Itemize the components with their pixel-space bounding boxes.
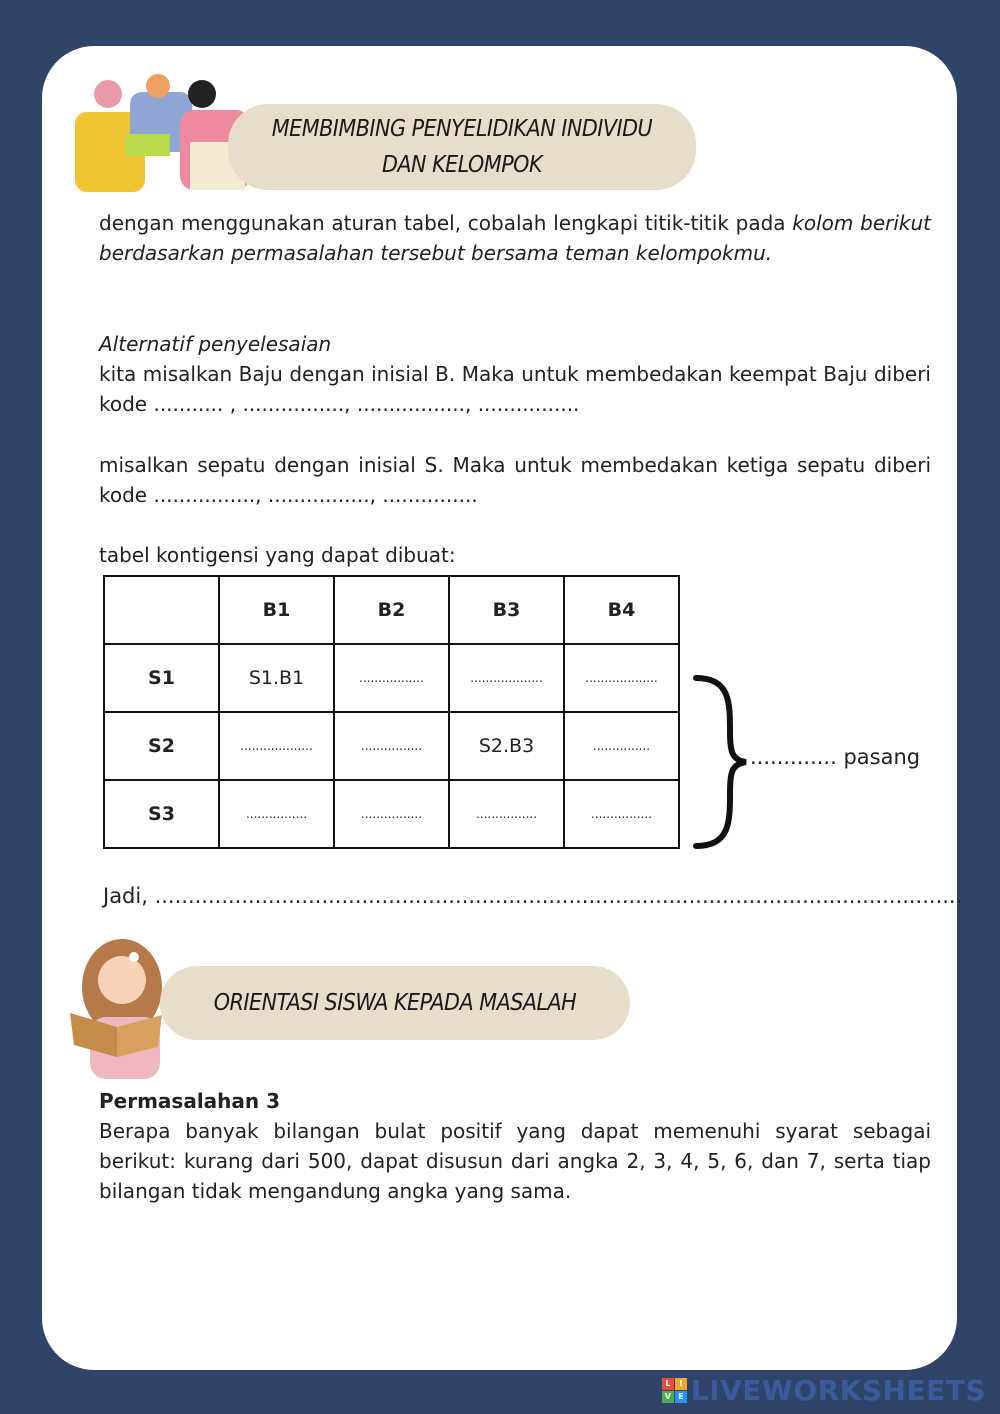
cell-s1-b3-blank[interactable]: ...................	[449, 644, 564, 712]
table-row-s1	[104, 644, 679, 712]
section-title-line1: MEMBIMBING PENYELIDIKAN INDIVIDU	[271, 116, 653, 142]
sepatu-paragraph: misalkan sepatu dengan inisial S. Maka untuk membedakan ketiga sepatu diberi kode ................, ................, ...............	[99, 453, 931, 507]
liveworksheets-logo	[662, 1374, 986, 1406]
table-row-s3	[104, 780, 679, 848]
table-label: tabel kontigensi yang dapat dibuat:	[99, 543, 456, 567]
intro-paragraph	[99, 208, 931, 268]
intro-text-italic: kolom berikut berdasarkan permasalahan tersebut bersama teman kelompokmu.	[99, 211, 932, 265]
alternative-title: Alternatif penyelesaian	[99, 332, 332, 356]
cell-s2-b3: S2.B3	[449, 712, 564, 780]
intro-text-normal: dengan menggunakan aturan tabel, cobalah lengkapi titik-titik pada	[99, 211, 786, 235]
header-cell-b2: B2	[334, 576, 449, 644]
table-row-s2	[104, 712, 679, 780]
curly-brace-icon	[690, 672, 750, 852]
cell-s2-b4-blank[interactable]: ...............	[564, 712, 679, 780]
cell-s1-b2-blank[interactable]: .................	[334, 644, 449, 712]
cell-s3-b4-blank[interactable]: ................	[564, 780, 679, 848]
cell-s2-b2-blank[interactable]: ................	[334, 712, 449, 780]
pasang-answer-blank[interactable]: ............. pasang	[750, 745, 921, 769]
conclusion-blank[interactable]: Jadi, .........................................................................................................................	[103, 884, 963, 908]
cell-s2-b1-blank[interactable]: ...................	[219, 712, 334, 780]
row-header-s1: S1	[104, 644, 219, 712]
section-title-line2: DAN KELOMPOK	[381, 152, 543, 178]
cell-s3-b3-blank[interactable]: ................	[449, 780, 564, 848]
row-header-s3: S3	[104, 780, 219, 848]
cell-s3-b1-blank[interactable]: ................	[219, 780, 334, 848]
header-cell-b3: B3	[449, 576, 564, 644]
cell-s3-b2-blank[interactable]: ................	[334, 780, 449, 848]
header-cell-empty	[104, 576, 219, 644]
cell-s1-b1: S1.B1	[219, 644, 334, 712]
row-header-s2: S2	[104, 712, 219, 780]
baju-paragraph: kita misalkan Baju dengan inisial B. Maka untuk membedakan keempat Baju diberi kode ........... , ................, ................., ................	[99, 362, 931, 416]
section-banner-investigation	[228, 104, 696, 190]
brand-name: LIVEWORKSHEETS	[690, 1373, 986, 1407]
table-header-row	[104, 576, 679, 644]
section-banner-orientation: ORIENTASI SISWA KEPADA MASALAH	[160, 966, 630, 1040]
cell-s1-b4-blank[interactable]: ...................	[564, 644, 679, 712]
problem-title: Permasalahan 3	[99, 1089, 281, 1113]
problem-text: Berapa banyak bilangan bulat positif yang dapat memenuhi syarat sebagai berikut: kurang dari 500, dapat disusun dari angka 2, 3, 4, 5, 6, dan 7, serta tiap bilangan tidak mengandung angka yang sama.	[99, 1119, 931, 1203]
header-cell-b1: B1	[219, 576, 334, 644]
header-cell-b4: B4	[564, 576, 679, 644]
live-grid-icon: L I V E	[662, 1378, 687, 1403]
contingency-table	[103, 575, 680, 849]
